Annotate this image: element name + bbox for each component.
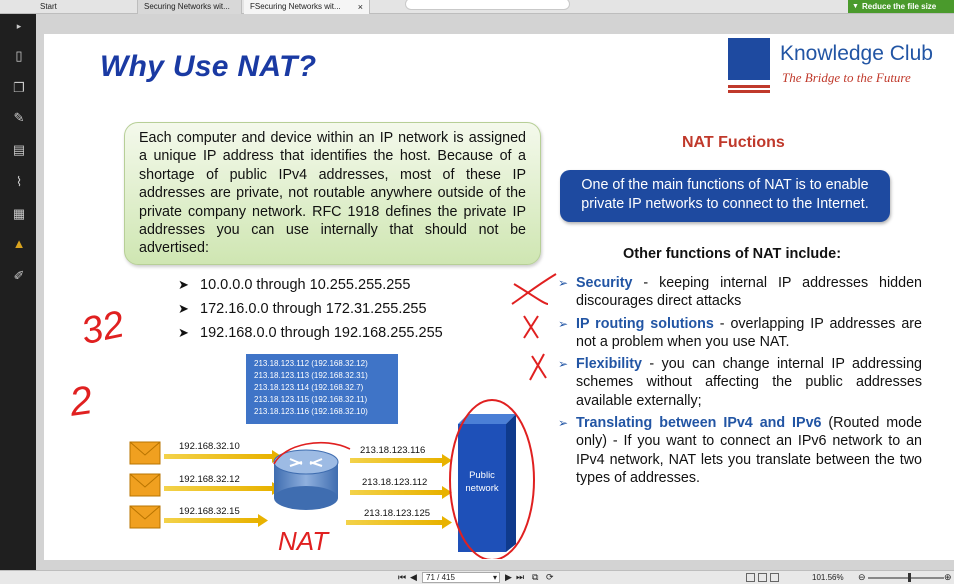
arrow-icon: ➤ <box>178 325 189 340</box>
reduce-file-size-label: Reduce the file size <box>862 2 937 11</box>
edit-tools-icon[interactable]: ✐ <box>13 268 25 283</box>
form-icon[interactable]: ▦ <box>12 206 26 221</box>
range-text: 192.168.0.0 through 192.168.255.255 <box>200 325 443 341</box>
tab-document-2-label: FSecuring Networks wit... <box>250 2 341 11</box>
last-page-icon[interactable]: ⏭ <box>516 572 525 582</box>
comment-icon[interactable]: ▤ <box>12 142 26 157</box>
page-dropdown-icon[interactable]: ▾ <box>492 573 497 582</box>
arrow-icon: ➤ <box>178 301 189 316</box>
slide <box>44 34 954 560</box>
mail-envelope-icon <box>130 506 160 528</box>
continuous-icon[interactable] <box>758 573 767 582</box>
range-item <box>178 298 443 322</box>
public-ip-label: 213.18.123.116 <box>360 445 426 456</box>
rotate-icon[interactable]: ⟳ <box>546 572 554 582</box>
expand-arrow-icon[interactable]: ▸ <box>16 21 22 31</box>
range-text: 10.0.0.0 through 10.255.255.255 <box>200 277 411 293</box>
arrow-icon: ➢ <box>558 276 569 290</box>
main-function-box: One of the main functions of NAT is to enable private IP networks to connect to the Internet. <box>560 170 890 222</box>
tab-start[interactable] <box>34 0 138 14</box>
sign-icon[interactable]: ✎ <box>13 110 25 125</box>
page-number-input[interactable] <box>422 572 500 583</box>
zoom-in-icon[interactable]: ⊕ <box>944 572 952 582</box>
left-toolbar <box>0 14 36 570</box>
tab-start-label: Start <box>40 2 57 11</box>
function-item <box>554 274 922 311</box>
nat-table-row: 213.18.123.112 (192.168.32.12) <box>254 359 368 368</box>
attachment-icon[interactable]: ⌇ <box>15 174 23 189</box>
function-item <box>554 355 922 410</box>
range-text: 172.16.0.0 through 172.31.255.255 <box>200 301 427 317</box>
function-item <box>554 315 922 352</box>
tab-document-1[interactable] <box>138 0 242 14</box>
zoom-out-icon[interactable]: ⊖ <box>858 572 866 582</box>
public-ip-label: 213.18.123.125 <box>364 508 431 519</box>
function-text: - overlapping IP addresses are not a problem when you use NAT. <box>576 315 922 350</box>
mail-envelope-icon <box>130 474 160 496</box>
router-icon <box>274 450 338 510</box>
arrow-icon: ➢ <box>558 316 569 331</box>
public-network-label: network <box>465 483 499 494</box>
single-page-icon[interactable] <box>746 573 755 582</box>
public-network-label: Public <box>469 470 495 481</box>
close-tab-icon[interactable]: × <box>357 2 363 12</box>
other-functions-heading: Other functions of NAT include: <box>623 246 842 262</box>
arrow-icon: ➢ <box>558 416 569 431</box>
annotation-32: 32 <box>77 303 128 354</box>
annotation-nat: NAT <box>278 526 329 556</box>
nat-table-row: 213.18.123.116 (192.168.32.10) <box>254 407 368 416</box>
function-text: (Routed mode only) - If you want to connect an IPv6 network to an IPv4 network, NAT lets you translate between the two types of addresses. <box>576 415 922 486</box>
knowledge-club-logo <box>726 36 954 96</box>
search-field[interactable] <box>405 0 570 10</box>
nat-functions-heading: NAT Fuctions <box>682 134 785 151</box>
zoom-slider-thumb[interactable] <box>908 573 911 582</box>
x-mark-routing <box>524 316 538 338</box>
document-page-area <box>36 14 954 570</box>
function-text: - keeping internal IP addresses hidden discourages direct attacks <box>576 275 922 310</box>
private-ip-label: 192.168.32.10 <box>179 441 240 452</box>
reduce-file-size-button[interactable] <box>848 0 954 13</box>
intro-box: Each computer and device within an IP network is assigned a unique IP address that identifies the host. Because of a shortage of public IPv4 addresses, most of these IP addresses are private, not routable anywhere outside of the private company network. RFC 1918 defines the private IP addresses you can use internally that should not be advertised: <box>124 122 541 265</box>
bookmark-icon[interactable]: ▯ <box>15 48 23 63</box>
function-keyword: Translating between IPv4 and IPv6 <box>576 415 822 432</box>
page-number-text: 71 / 415 <box>426 573 455 582</box>
check-mark-security <box>512 274 556 304</box>
private-ip-label: 192.168.32.15 <box>179 506 240 517</box>
triangle-down-icon: ▼ <box>852 3 859 10</box>
public-ip-label: 213.18.123.112 <box>362 477 428 488</box>
range-item <box>178 322 443 346</box>
tab-document-2[interactable] <box>244 0 370 14</box>
arrow-icon: ➤ <box>178 277 189 292</box>
function-item <box>554 414 922 487</box>
private-ip-label: 192.168.32.12 <box>179 474 240 485</box>
function-keyword: Security <box>576 275 633 291</box>
logo-tagline: The Bridge to the Future <box>782 70 911 85</box>
nat-table-row: 213.18.123.115 (192.168.32.11) <box>254 395 368 404</box>
prev-page-icon[interactable]: ◀ <box>410 572 417 582</box>
nat-table-row: 213.18.123.113 (192.168.32.31) <box>254 371 368 380</box>
function-keyword: IP routing solutions <box>576 315 714 332</box>
next-page-icon[interactable]: ▶ <box>505 572 512 582</box>
bottom-toolbar <box>0 570 954 584</box>
function-text: - you can change internal IP addressing schemes without affecting the public addresses available externally; <box>576 356 922 409</box>
book-logo-icon <box>726 36 772 94</box>
functions-list <box>554 274 922 491</box>
zoom-level: 101.56% <box>812 573 844 582</box>
view-mode-icons[interactable] <box>746 573 796 583</box>
slide-title: Why Use NAT? <box>100 50 317 83</box>
page-layout-icon[interactable]: ⧉ <box>532 572 539 582</box>
logo-name: Knowledge Club <box>780 42 933 65</box>
facing-icon[interactable] <box>770 573 779 582</box>
tab-document-1-label: Securing Networks wit... <box>144 2 230 11</box>
nat-diagram <box>124 354 554 559</box>
pages-icon[interactable]: ❐ <box>13 80 25 95</box>
zoom-slider[interactable] <box>868 577 944 579</box>
nat-table-row: 213.18.123.114 (192.168.32.7) <box>254 383 364 392</box>
private-ranges-list <box>178 274 443 346</box>
lock-icon[interactable]: ▲ <box>12 236 26 251</box>
range-item <box>178 274 443 298</box>
annotation-2: 2 <box>66 378 96 425</box>
first-page-icon[interactable]: ⏮ <box>398 572 407 582</box>
arrow-icon: ➢ <box>558 357 569 372</box>
function-keyword: Flexibility <box>576 356 642 373</box>
tab-bar <box>0 0 954 14</box>
mail-envelope-icon <box>130 442 160 464</box>
